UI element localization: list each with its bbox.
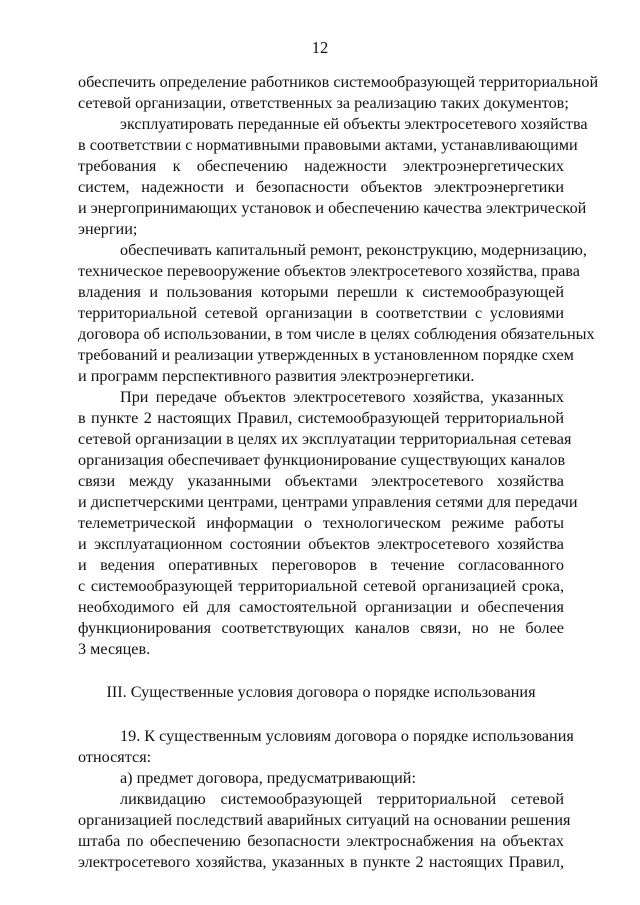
paragraph: [78, 72, 599, 114]
paragraph: [78, 789, 571, 873]
page-number: 12: [311, 38, 329, 57]
paragraph: [78, 387, 578, 660]
text-line: телеметрической информации о технологическом режиме работы: [78, 514, 564, 532]
paragraph: [78, 768, 564, 789]
section-heading: III. Существенные условия договора о порядке использования: [106, 683, 536, 701]
text-line: связи между указанными объектами электросетевого хозяйства: [78, 472, 564, 490]
text-line: и эксплуатационном состоянии объектов электросетевого хозяйства: [78, 535, 564, 553]
text-line: и диспетчерскими центрами, центрами управления сетями для передачи: [78, 493, 578, 511]
paragraph: [78, 114, 588, 240]
text-line: 19. К существенным условиям договора о порядке использования: [120, 727, 574, 745]
text-line: необходимого ей для самостоятельной организации и обеспечения: [78, 598, 564, 616]
text-line: штаба по обеспечению безопасности электроснабжения на объектах: [78, 832, 564, 850]
text-line: и ведения оперативных переговоров в течение согласованного: [78, 556, 564, 574]
text-line: и энергопринимающих установок и обеспечению качества электрической: [78, 199, 587, 217]
paragraph: [78, 240, 595, 387]
text-line: обеспечить определение работников системообразующей территориальной: [78, 73, 599, 91]
text-line: в соответствии с нормативными правовыми актами, устанавливающими: [78, 136, 578, 154]
text-line: владения и пользования которыми перешли к системообразующей: [78, 283, 564, 301]
text-line: организация обеспечивает функционирование существующих каналов: [78, 451, 566, 469]
text-line: электросетевого хозяйства, указанных в пункте 2 настоящих Правил,: [78, 853, 564, 871]
text-line: в пункте 2 настоящих Правил, системообразующей территориальной: [78, 409, 564, 427]
text-line: обеспечивать капитальный ремонт, реконструкцию, модернизацию,: [120, 241, 587, 259]
text-line: ликвидацию системообразующей территориальной сетевой: [120, 790, 564, 808]
text-line: относятся:: [78, 748, 152, 766]
text-line: требований и реализации утвержденных в установленном порядке схем: [78, 346, 574, 364]
text-line: договора об использовании, в том числе в целях соблюдения обязательных: [78, 325, 595, 343]
paragraph: [78, 726, 574, 768]
text-line: энергии;: [78, 220, 138, 238]
text-line: 3 месяцев.: [78, 640, 151, 658]
text-line: При передаче объектов электросетевого хозяйства, указанных: [120, 388, 564, 406]
text-line: функционирования соответствующих каналов связи, но не более: [78, 619, 564, 637]
text-line: систем, надежности и безопасности объектов электроэнергетики: [78, 178, 564, 196]
text-line: техническое перевооружение объектов электросетевого хозяйства, права: [78, 262, 580, 280]
text-line: сетевой организации, ответственных за реализацию таких документов;: [78, 94, 569, 112]
text-line: территориальной сетевой организации в соответствии с условиями: [78, 304, 564, 322]
text-line: и программ перспективного развития электроэнергетики.: [78, 367, 475, 385]
text-line: а) предмет договора, предусматривающий:: [120, 769, 416, 787]
document-body: [78, 72, 599, 873]
text-line: сетевой организации в целях их эксплуатации территориальная сетевая: [78, 430, 572, 448]
text-line: с системообразующей территориальной сетевой организацией срока,: [78, 577, 564, 595]
text-line: организацией последствий аварийных ситуаций на основании решения: [78, 811, 571, 829]
text-line: требования к обеспечению надежности электроэнергетических: [78, 157, 564, 175]
text-line: эксплуатировать переданные ей объекты электросетевого хозяйства: [120, 115, 588, 133]
